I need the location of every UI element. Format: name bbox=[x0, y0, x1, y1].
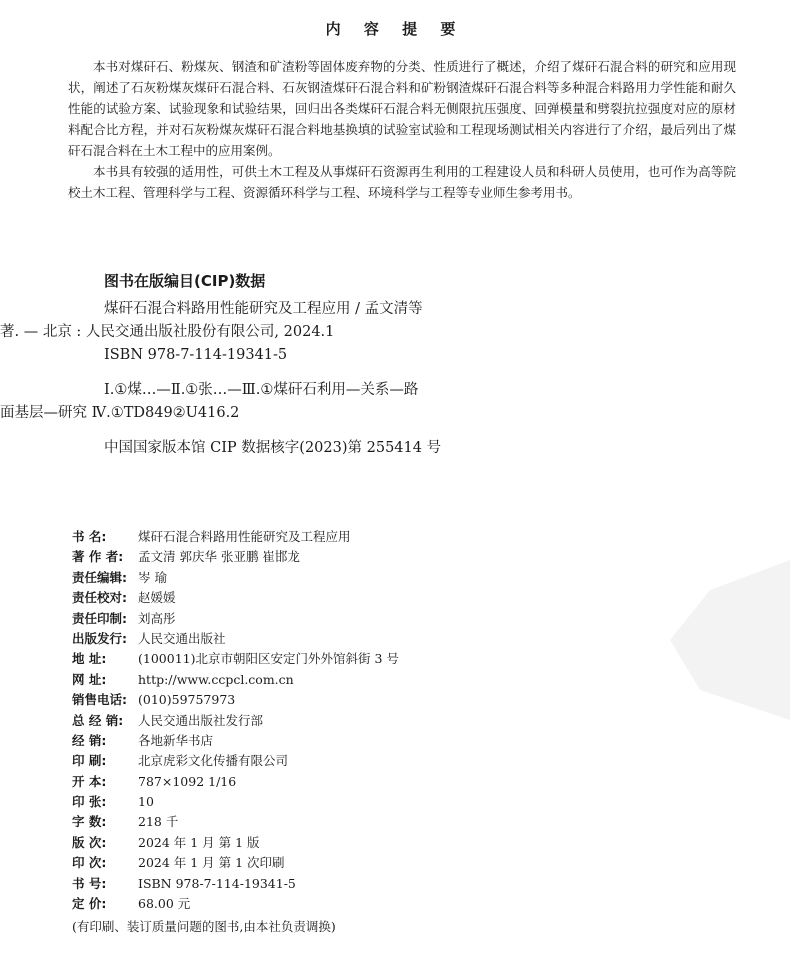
cip-subjects-2: 面基层—研究 Ⅳ.①TD849②U416.2 bbox=[0, 405, 240, 421]
info-value: 刘高彤 bbox=[138, 610, 176, 626]
info-value: 人民交通出版社 bbox=[138, 630, 226, 646]
watermark-shadow-icon bbox=[650, 560, 790, 720]
quality-notice: (有印刷、装订质量问题的图书,由本社负责调换) bbox=[72, 919, 336, 934]
cip-title-line-2: 著. — 北京 : 人民交通出版社股份有限公司, 2024.1 bbox=[0, 324, 335, 340]
info-row bbox=[72, 609, 512, 629]
info-row bbox=[72, 751, 512, 771]
info-value: (010)59757973 bbox=[138, 692, 236, 708]
info-label: 开 本: bbox=[72, 773, 107, 789]
info-label: 版 次: bbox=[72, 834, 107, 850]
info-label: 定 价: bbox=[72, 896, 107, 912]
info-label: 印 次: bbox=[72, 855, 107, 871]
info-row bbox=[72, 629, 512, 649]
info-label: 责任编辑: bbox=[72, 569, 127, 585]
info-label: 责任校对: bbox=[72, 590, 127, 606]
info-row bbox=[72, 649, 512, 669]
cip-subjects-1: Ⅰ.①煤…—Ⅱ.①张…—Ⅲ.①煤矸石利用—关系—路 bbox=[104, 382, 419, 398]
info-label: 印 张: bbox=[72, 794, 107, 810]
info-value: (100011)北京市朝阳区安定门外外馆斜街 3 号 bbox=[138, 651, 399, 667]
info-row bbox=[72, 670, 512, 690]
info-label: 书 号: bbox=[72, 875, 107, 891]
info-value: 北京虎彩文化传播有限公司 bbox=[138, 753, 289, 769]
info-value: 人民交通出版社发行部 bbox=[138, 712, 264, 728]
cip-title-line: 煤矸石混合料路用性能研究及工程应用 / 孟文清等 bbox=[104, 301, 423, 317]
info-value: 68.00 元 bbox=[138, 896, 191, 912]
info-value: 2024 年 1 月 第 1 版 bbox=[138, 834, 260, 850]
info-row bbox=[72, 812, 512, 832]
info-label: 书 名: bbox=[72, 529, 107, 544]
info-value: 煤矸石混合料路用性能研究及工程应用 bbox=[138, 529, 351, 544]
info-row bbox=[72, 547, 512, 567]
info-value: 岑 瑜 bbox=[138, 569, 167, 585]
info-label: 销售电话: bbox=[72, 692, 127, 708]
info-row bbox=[72, 690, 512, 710]
info-label: 经 销: bbox=[72, 732, 107, 748]
info-row bbox=[72, 711, 512, 731]
info-value: http://www.ccpcl.com.cn bbox=[138, 671, 294, 687]
info-label: 责任印制: bbox=[72, 610, 127, 626]
info-label: 网 址: bbox=[72, 671, 107, 687]
info-value: 孟文清 郭庆华 张亚鹏 崔邯龙 bbox=[138, 549, 300, 565]
info-label: 字 数: bbox=[72, 814, 107, 830]
info-value: 2024 年 1 月 第 1 次印刷 bbox=[138, 855, 285, 871]
cip-verification: 中国国家版本馆 CIP 数据核字(2023)第 255414 号 bbox=[104, 440, 442, 456]
info-row bbox=[72, 588, 512, 608]
summary-text bbox=[68, 56, 736, 203]
publication-info bbox=[72, 527, 512, 914]
info-row bbox=[72, 853, 512, 873]
info-label: 出版发行: bbox=[72, 630, 127, 646]
info-value: 10 bbox=[138, 794, 154, 810]
info-row bbox=[72, 894, 512, 914]
info-row bbox=[72, 731, 512, 751]
info-label: 地 址: bbox=[72, 651, 107, 667]
cip-record bbox=[0, 298, 504, 460]
cip-isbn: ISBN 978-7-114-19341-5 bbox=[104, 347, 288, 363]
info-row bbox=[72, 874, 512, 894]
info-value: 787×1092 1/16 bbox=[138, 773, 237, 789]
info-row bbox=[72, 772, 512, 792]
info-row bbox=[72, 527, 512, 547]
info-value: ISBN 978-7-114-19341-5 bbox=[138, 875, 296, 891]
summary-paragraph: 本书具有较强的适用性，可供土木工程及从事煤矸石资源再生利用的工程建设人员和科研人员使用，也可作为高等院校土木工程、管理科学与工程、资源循环科学与工程、环境科学与工程等专业师生参考用书。 bbox=[68, 164, 736, 200]
info-value: 各地新华书店 bbox=[138, 732, 214, 748]
info-row bbox=[72, 568, 512, 588]
summary-title: 内 容 提 要 bbox=[325, 20, 465, 38]
info-row bbox=[72, 833, 512, 853]
info-value: 赵媛媛 bbox=[138, 590, 176, 606]
summary-paragraph: 本书对煤矸石、粉煤灰、钢渣和矿渣粉等固体废弃物的分类、性质进行了概述，介绍了煤矸石混合料的研究和应用现状，阐述了石灰粉煤灰煤矸石混合料、石灰钢渣煤矸石混合料和矿粉钢渣煤矸石混合料等多种混合料路用力学性能和耐久性能的试验方案、试验现象和试验结果，回归出各类煤矸石混合料无侧限抗压强度、回弹模量和劈裂抗拉强度对应的原材料配合比方程，并对石灰粉煤灰煤矸石混合料地基换填的试验室试验和工程现场测试相关内容进行了介绍，最后列出了煤矸石混合料在土木工程中的应用案例。 bbox=[68, 59, 736, 158]
info-value: 218 千 bbox=[138, 814, 179, 830]
cip-heading: 图书在版编目(CIP)数据 bbox=[104, 272, 266, 290]
info-label: 总 经 销: bbox=[72, 712, 124, 728]
info-label: 著 作 者: bbox=[72, 549, 124, 565]
info-label: 印 刷: bbox=[72, 753, 107, 769]
info-row bbox=[72, 792, 512, 812]
